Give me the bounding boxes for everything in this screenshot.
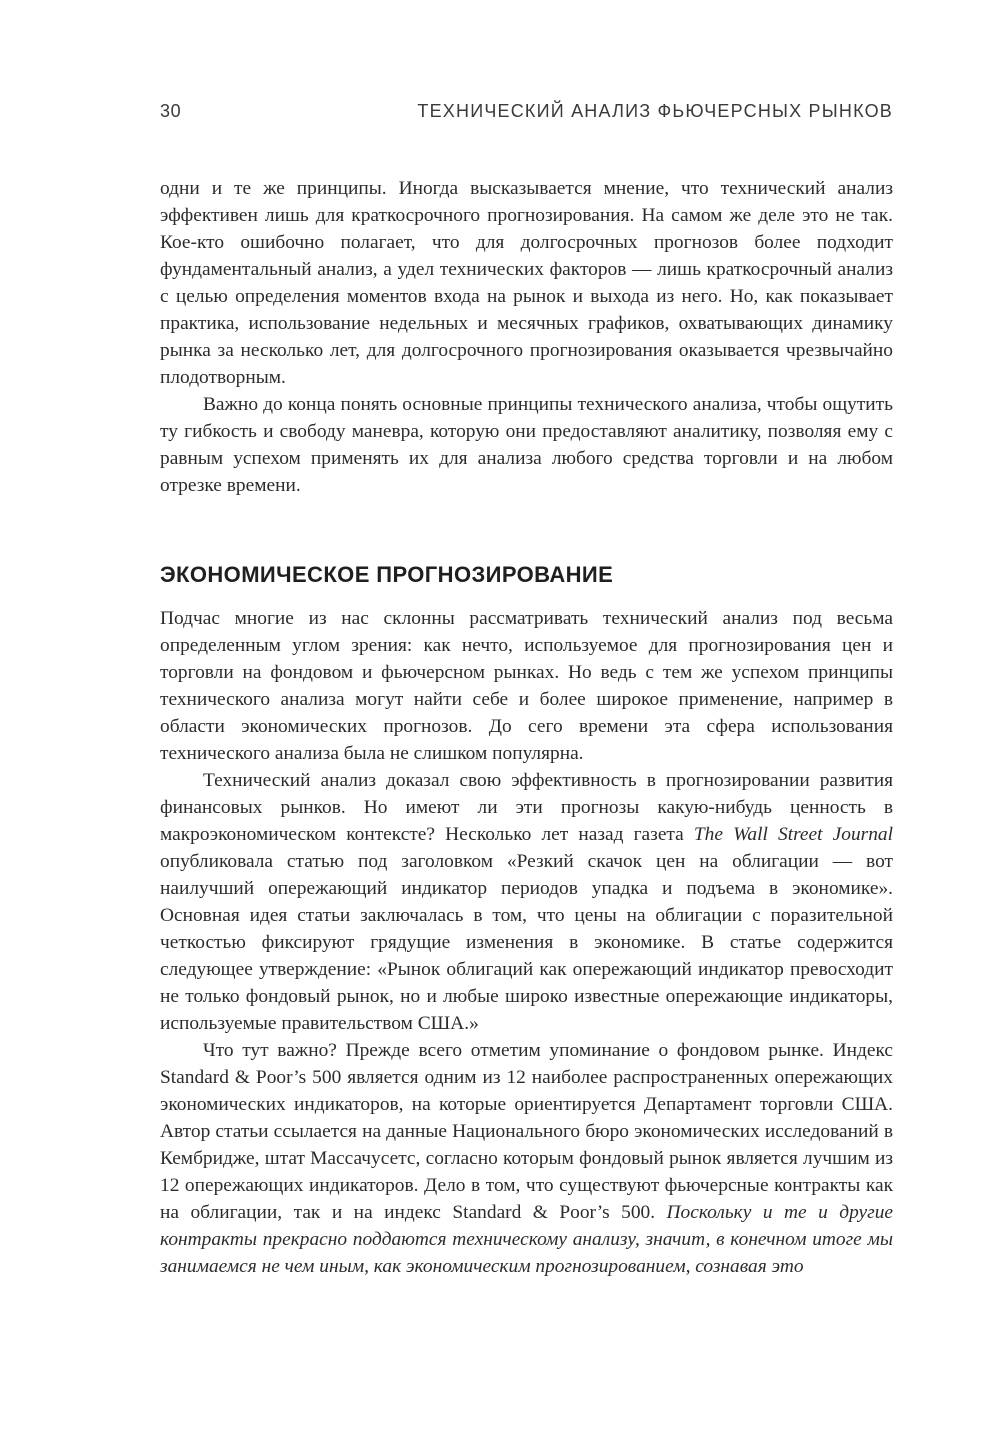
paragraph: Важно до конца понять основные принципы технического анализа, чтобы ощутить ту гибкость и свободу маневра, которую они предоставляют аналитику, позволяя ему с равным успехом применять их для анализа любого средства торговли и на любом отрезке времени.	[160, 394, 893, 496]
newspaper-title: The Wall Street Journal	[693, 824, 893, 845]
paragraph-text: Что тут важно? Прежде всего отметим упоминание о фондовом рынке. Индекс Standard & Poor’s 500 является одним из 12 наиболее распространенных опережающих экономических индикаторов, на которые ориентируется Департамент торговли США. Автор статьи ссылается на данные Национального бюро экономических исследований в Кембридже, штат Массачусетс, согласно которым фондовый рынок является лучшим из 12 опережающих индикаторов. Дело в том, что существуют фьючерсные контракты как на облигации, так и на индекс Standard & Poor’s 500.	[160, 1040, 893, 1223]
top-text-block	[160, 175, 893, 499]
section-text-block	[160, 605, 893, 1280]
paragraph-text: Технический анализ доказал свою эффективность в прогнозировании развития финансовых рынков. Но имеют ли эти прогнозы какую-нибудь ценность в макроэкономическом контексте? Несколько лет назад газета	[160, 770, 893, 845]
paragraph-text: опубликовала статью под заголовком «Резкий скачок цен на облигации — вот наилучший опережающий индикатор периодов упадка и подъема в экономике». Основная идея статьи заключалась в том, что цены на облигации с поразительной четкостью фиксируют грядущие изменения в экономике. В статье содержится следующее утверждение: «Рынок облигаций как опережающий индикатор превосходит не только фондовый рынок, но и любые широко известные опережающие индикаторы, используемые правительством США.»	[160, 851, 893, 1034]
section-heading: ЭКОНОМИЧЕСКОЕ ПРОГНОЗИРОВАНИЕ	[160, 562, 614, 587]
paragraph: Подчас многие из нас склонны рассматривать технический анализ под весьма определенным углом зрения: как нечто, используемое для прогнозирования цен и торговли на фондовом и фьючерсном рынках. Но ведь с тем же успехом принципы технического анализа могут найти себе и более широкое применение, например в области экономических прогнозов. До сего времени эта сфера использования технического анализа была не слишком популярна.	[160, 608, 893, 764]
running-head	[160, 101, 893, 131]
paragraph	[160, 767, 893, 1037]
page-number: 30	[160, 101, 182, 121]
running-title: ТЕХНИЧЕСКИЙ АНАЛИЗ ФЬЮЧЕРСНЫХ РЫНКОВ	[417, 101, 893, 121]
paragraph-continuation: одни и те же принципы. Иногда высказывается мнение, что технический анализ эффективен лишь для краткосрочного прогнозирования. На самом же деле это не так. Кое-кто ошибочно полагает, что для долгосрочных прогнозов более подходит фундаментальный анализ, а удел технических факторов — лишь краткосрочный анализ с целью определения моментов входа на рынок и выхода из него. Но, как показывает практика, использование недельных и месячных графиков, охватывающих динамику рынка за несколько лет, для долгосрочного прогнозирования оказывается чрезвычайно плодотворным.	[160, 178, 893, 388]
emphasized-text: Поскольку и те и другие контракты прекрасно поддаются техническому анализу, значит, в конечном итоге мы занимаемся не чем иным, как экономическим прогнозированием, сознавая это	[160, 1202, 893, 1277]
paragraph	[160, 1037, 893, 1280]
